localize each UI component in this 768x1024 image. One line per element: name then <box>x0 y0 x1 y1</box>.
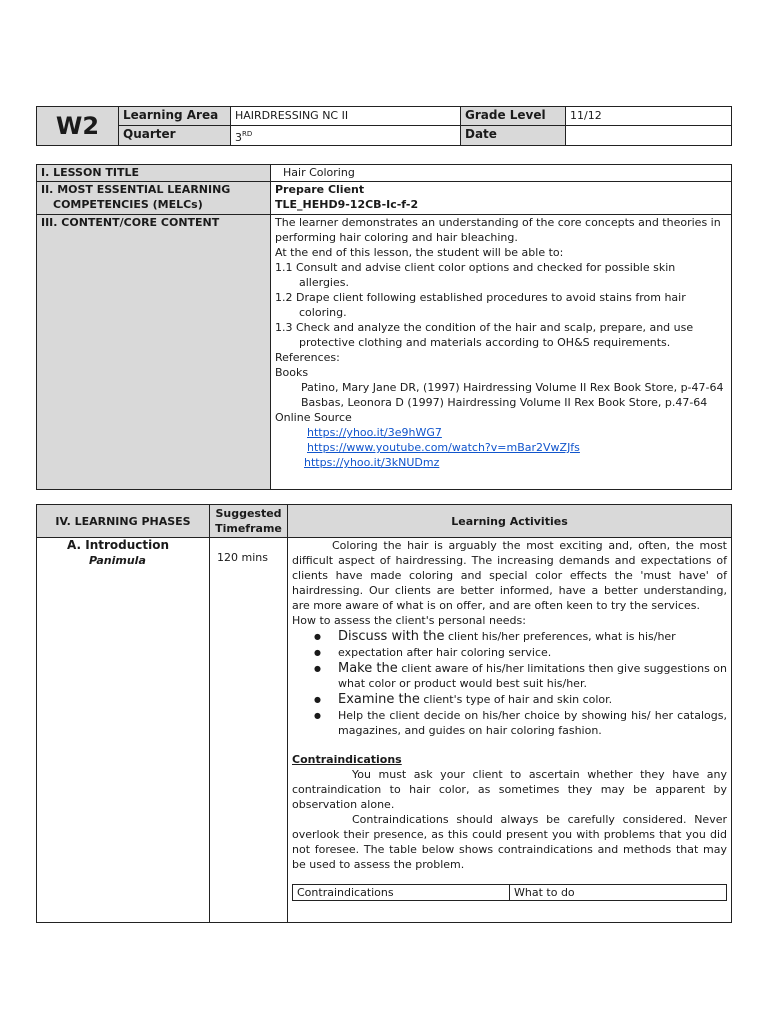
grade-level-value: 11/12 <box>566 107 732 126</box>
objective-item: 1.1 Consult and advise client color options and checked for possible skin allergies. <box>275 261 676 289</box>
contraindications-paragraph-2: Contraindications should always be carefully considered. Never overlook their presence, as this could present you with problems that you did not foresee. The table below shows contraindications and methods that may be used to assess the problem. <box>292 813 727 871</box>
content-intro: The learner demonstrates an understanding of the core concepts and theories in performing hair coloring and hair bleaching. <box>275 216 721 244</box>
assess-bullet-list <box>292 629 727 738</box>
activities-body <box>288 538 732 923</box>
timeframe-header-line2: Timeframe <box>215 522 282 535</box>
melc-label <box>37 182 271 215</box>
what-to-do-col-header: What to do <box>510 885 727 901</box>
contraindications-paragraph-1: You must ask your client to ascertain whether they have any contraindication to hair color, as sometimes they may be apparent by observation alone. <box>292 768 727 811</box>
assess-bullet <box>314 645 727 660</box>
phase-cell <box>37 538 210 923</box>
assess-bullet <box>314 629 727 644</box>
lesson-table <box>36 164 732 490</box>
timeframe-value: 120 mins <box>210 538 288 923</box>
date-label: Date <box>461 126 566 146</box>
content-label: III. CONTENT/CORE CONTENT <box>37 215 271 490</box>
phases-header: IV. LEARNING PHASES <box>37 505 210 538</box>
melc-label-line2: COMPETENCIES (MELCs) <box>53 198 203 211</box>
assess-bullet <box>314 708 727 738</box>
date-value <box>566 126 732 146</box>
content-body <box>271 215 732 490</box>
objective-item: 1.2 Drape client following established procedures to avoid stains from hair coloring. <box>275 291 686 319</box>
bullet-lead: Make the <box>338 661 398 676</box>
assess-bullet <box>314 661 727 691</box>
lesson-title-label: I. LESSON TITLE <box>37 165 271 182</box>
book-reference: Patino, Mary Jane DR, (1997) Hairdressing Volume II Rex Book Store, p-47-64 <box>301 381 724 394</box>
bullet-lead: Examine the <box>338 692 420 707</box>
phase-label: A. Introduction <box>67 538 170 552</box>
intro-paragraph: Coloring the hair is arguably the most exciting and, often, the most difficult aspect of hairdressing. The increasing demands and expectations of clients have made coloring and special color effects the 'must have' of hairdressing. Our clients are better informed, have a better understanding, are more aware of what is on offer, and are often keen to try the services. <box>292 539 727 612</box>
quarter-value <box>231 126 461 146</box>
quarter-suffix: RD <box>242 130 253 138</box>
grade-level-label: Grade Level <box>461 107 566 126</box>
melc-value <box>271 182 732 215</box>
quarter-number: 3 <box>235 131 242 144</box>
bullet-rest: client his/her preferences, what is his/her <box>444 630 676 643</box>
bullet-rest: expectation after hair coloring service. <box>338 646 552 659</box>
timeframe-header-line1: Suggested <box>215 507 282 520</box>
reference-link[interactable]: https://yhoo.it/3e9hWG7 <box>307 426 442 439</box>
melc-value-line2: TLE_HEHD9-12CB-Ic-f-2 <box>275 198 419 211</box>
header-table <box>36 106 732 146</box>
reference-link[interactable]: https://yhoo.it/3kNUDmz <box>304 456 440 469</box>
lesson-title-value: Hair Coloring <box>271 165 732 182</box>
objectives-list <box>275 260 727 350</box>
contraindications-col-header: Contraindications <box>293 885 510 901</box>
bullet-rest: Help the client decide on his/her choice by showing his/ her catalogs, magazines, and guides on hair coloring fashion. <box>338 709 727 737</box>
reference-link[interactable]: https://www.youtube.com/watch?v=mBar2VwZJfs <box>307 441 580 454</box>
learning-area-label: Learning Area <box>119 107 231 126</box>
assess-line: How to assess the client's personal needs: <box>292 614 526 627</box>
assess-bullet <box>314 692 727 707</box>
week-label: W2 <box>37 107 119 146</box>
timeframe-header <box>210 505 288 538</box>
activities-header: Learning Activities <box>288 505 732 538</box>
phase-sub: Panimula <box>89 554 146 567</box>
melc-value-line1: Prepare Client <box>275 183 365 196</box>
bullet-lead: Discuss with the <box>338 629 445 644</box>
quarter-label: Quarter <box>119 126 231 146</box>
contraindications-table <box>292 884 727 901</box>
melc-label-line1: II. MOST ESSENTIAL LEARNING <box>41 183 231 196</box>
learning-area-value: HAIRDRESSING NC II <box>231 107 461 126</box>
objective-item: 1.3 Check and analyze the condition of the hair and scalp, prepare, and use protective clothing and materials according to OH&S requirements. <box>275 321 694 349</box>
bullet-rest: client aware of his/her limitations then give suggestions on what color or product would best suit his/her. <box>338 662 728 690</box>
bullet-rest: client's type of hair and skin color. <box>419 693 613 706</box>
contraindications-title: Contraindications <box>292 753 402 766</box>
learning-phases-table <box>36 504 732 923</box>
books-label: Books <box>275 366 309 379</box>
content-end: At the end of this lesson, the student will be able to: <box>275 246 564 259</box>
online-source-label: Online Source <box>275 411 352 424</box>
book-reference: Basbas, Leonora D (1997) Hairdressing Volume II Rex Book Store, p.47-64 <box>301 396 708 409</box>
references-label: References: <box>275 351 340 364</box>
